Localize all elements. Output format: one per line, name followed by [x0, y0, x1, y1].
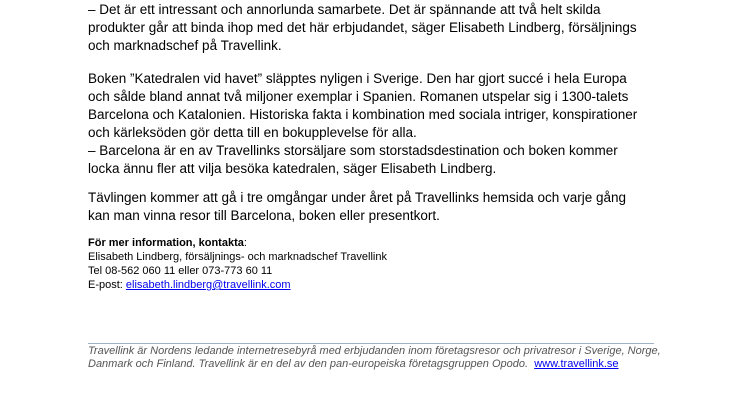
footer-website-link[interactable]: www.travellink.se [534, 358, 619, 370]
footer-divider [88, 343, 654, 344]
contact-phone: Tel 08-562 060 11 eller 073-773 60 11 [88, 265, 273, 277]
paragraph-competition: Tävlingen kommer att gå i tre omgångar under året på Travellinks hemsida och varje gång kan man vinna resor till Barcelona, boken eller presentkort. [88, 190, 627, 223]
contact-heading: För mer information, kontakta [88, 237, 244, 249]
contact-email-label: E-post: [88, 279, 126, 291]
contact-email-link[interactable]: elisabeth.lindberg@travellink.com [125, 279, 291, 291]
contact-heading-line [88, 236, 688, 250]
footer [88, 345, 663, 371]
contact-email-line [88, 278, 688, 292]
contact-block [88, 236, 688, 292]
paragraph-book-description: Boken ”Katedralen vid havet” släpptes nyligen i Sverige. Den har gjort succé i hela Europa och sålde bland annat två miljoner exemplar i Spanien. Romanen utspelar sig i 1300-talets Barcelona och Katalonien. Historiska fakta i kombination med sociala intriger, konspirationer och kärleksöden gör detta till en bokupplevelse för alla. [88, 71, 638, 140]
contact-name: Elisabeth Lindberg, försäljnings- och marknadschef Travellink [88, 251, 387, 263]
footer-text: Travellink är Nordens ledande internetresebyrå med erbjudanden inom företagsresor och privatresor i Sverige, Norge, Danmark och Finland. Travellink är en del av den pan-europeiska företagsgruppen Opodo. [88, 345, 661, 370]
contact-heading-colon: : [243, 237, 247, 249]
paragraph-quote-collaboration: – Det är ett intressant och annorlunda samarbete. Det är spännande att två helt skilda produkter går att binda ihop med det här erbjudandet, säger Elisabeth Lindberg, försäljnings och marknadschef på Travellink. [88, 2, 637, 53]
paragraph-quote-barcelona: – Barcelona är en av Travellinks storsäljare som storstadsdestination och boken kommer locka ännu fler att vilja besöka katedralen, säger Elisabeth Lindberg. [88, 143, 618, 176]
